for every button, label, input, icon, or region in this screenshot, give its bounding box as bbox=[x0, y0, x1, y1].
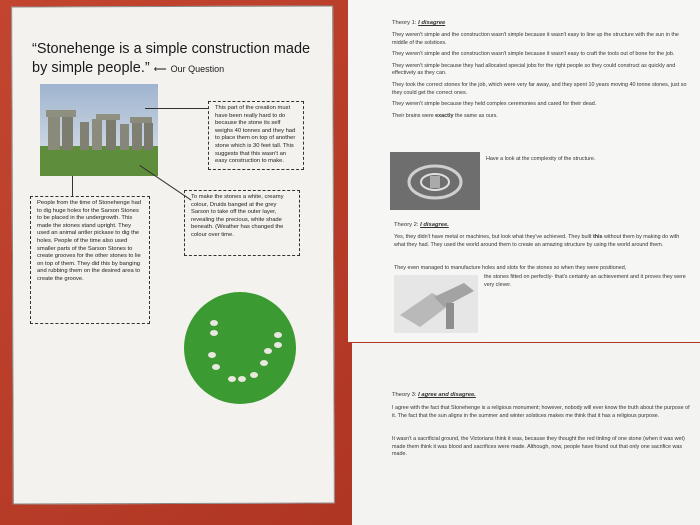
text-box-colour: To make the stones a white, creamy colour, Druids banged at the grey Sarson to take off the outer layer, revealing the precious, white shade beneath. (Weather has changed the colour over time. bbox=[184, 190, 300, 256]
structure-caption: Have a look at the complexity of the structure. bbox=[486, 156, 596, 162]
model-stone bbox=[210, 330, 218, 336]
model-stone bbox=[212, 364, 220, 370]
theory2-para2-a: They even managed to manufacture holes and slots for the stones so when they were positioned, bbox=[394, 265, 627, 271]
text-box-lintel: This part of the creation must have been really hard to do because the stone its self weighs 40 tonnes and they had to place them on top of another stone which is 30 feet tall. This suggests that this wasn't an easy construction to make. bbox=[208, 101, 304, 170]
model-stone bbox=[208, 352, 216, 358]
theory2-para1: Yes, they didn't have metal or machines, but look what they've achieved. They built this without them by making do with what they had. They used the world around them to create an amazing structure by using the world around them. bbox=[394, 234, 680, 248]
theory1-heading: Theory 1: I disagree bbox=[392, 20, 446, 26]
theory1-point: They weren't simple and the construction wasn't simple because it wasn't easy to craft the tools out of bone for the job. bbox=[392, 51, 675, 58]
stonehenge-model-plate bbox=[184, 292, 296, 404]
theory3-para2: It wasn't a sacrificial ground, the Victorians think it was, because they thought the red tinting of one stone (when it was wet) made them think it was blood and sacrifices were made. Although, now, people have found out that only one sacrifice was made. bbox=[392, 436, 685, 458]
question-arrow-icon: ⟵ bbox=[153, 64, 167, 74]
structure-aerial-image bbox=[390, 152, 480, 210]
title-quote: “Stonehenge is a simple construction made by simple people.” bbox=[32, 41, 311, 76]
theory3-heading: Theory 3: I agree and disagree. bbox=[392, 392, 476, 398]
theory1-brains: Their brains were exactly the same as ours. bbox=[392, 112, 498, 119]
right-bottom-page bbox=[352, 343, 700, 525]
theory2-para2-b: the stones fitted on perfectly- that's certainly an achievement and it proves they were very clever. bbox=[484, 274, 686, 288]
connector-line-2 bbox=[72, 176, 73, 197]
model-stone bbox=[228, 376, 236, 382]
model-stone bbox=[250, 372, 258, 378]
theory2-heading: Theory 2: I disagree. bbox=[394, 222, 449, 228]
theory1-text bbox=[392, 32, 692, 124]
model-stone bbox=[210, 320, 218, 326]
theory1-point: They took the correct stones for the job, which were very far away, and they spent 10 years moving 40 tonne stones, just so they could get the correct ones. bbox=[392, 81, 687, 96]
connector-line-1 bbox=[145, 108, 209, 109]
theory1-point: They weren't simple because they had allocated special jobs for the right people so they could construct as quickly and effectively as they can. bbox=[392, 62, 676, 77]
model-stone bbox=[274, 332, 282, 338]
model-stone bbox=[238, 376, 246, 382]
question-tag: Our Question bbox=[170, 64, 225, 74]
theory1-point: They weren't simple because they held complex ceremonies and cared for their dead. bbox=[392, 101, 597, 108]
stone-joint-image bbox=[394, 275, 478, 333]
model-stone bbox=[274, 342, 282, 348]
model-stone bbox=[260, 360, 268, 366]
theory3-para1: I agree with the fact that Stonehenge is a religious monument; however, nobody will ever know the truth about the purpose of it. The fact that the sun aligns in the summer and winter solstices makes me think that it has a religious purpose. bbox=[392, 405, 690, 419]
page-title bbox=[32, 40, 322, 79]
stonehenge-photo bbox=[40, 84, 158, 176]
theory1-point: They weren't simple and the construction wasn't simple because it wasn't easy to line up the structure with the sun in the middle of the solstices. bbox=[392, 32, 679, 46]
text-box-holes: People from the time of Stonehenge had to dig huge holes for the Sarson Stones to be placed in the undergrowth. This made the stones stand upright. They used an animal antler pickaxe to dig the holes. People of the time also used smaller parts of the Sarson Stones to create grooves for the other stones to lie on top of them. They did this by banging and rubbing them on the desired area to create the groove. bbox=[30, 196, 150, 324]
model-stone bbox=[264, 348, 272, 354]
